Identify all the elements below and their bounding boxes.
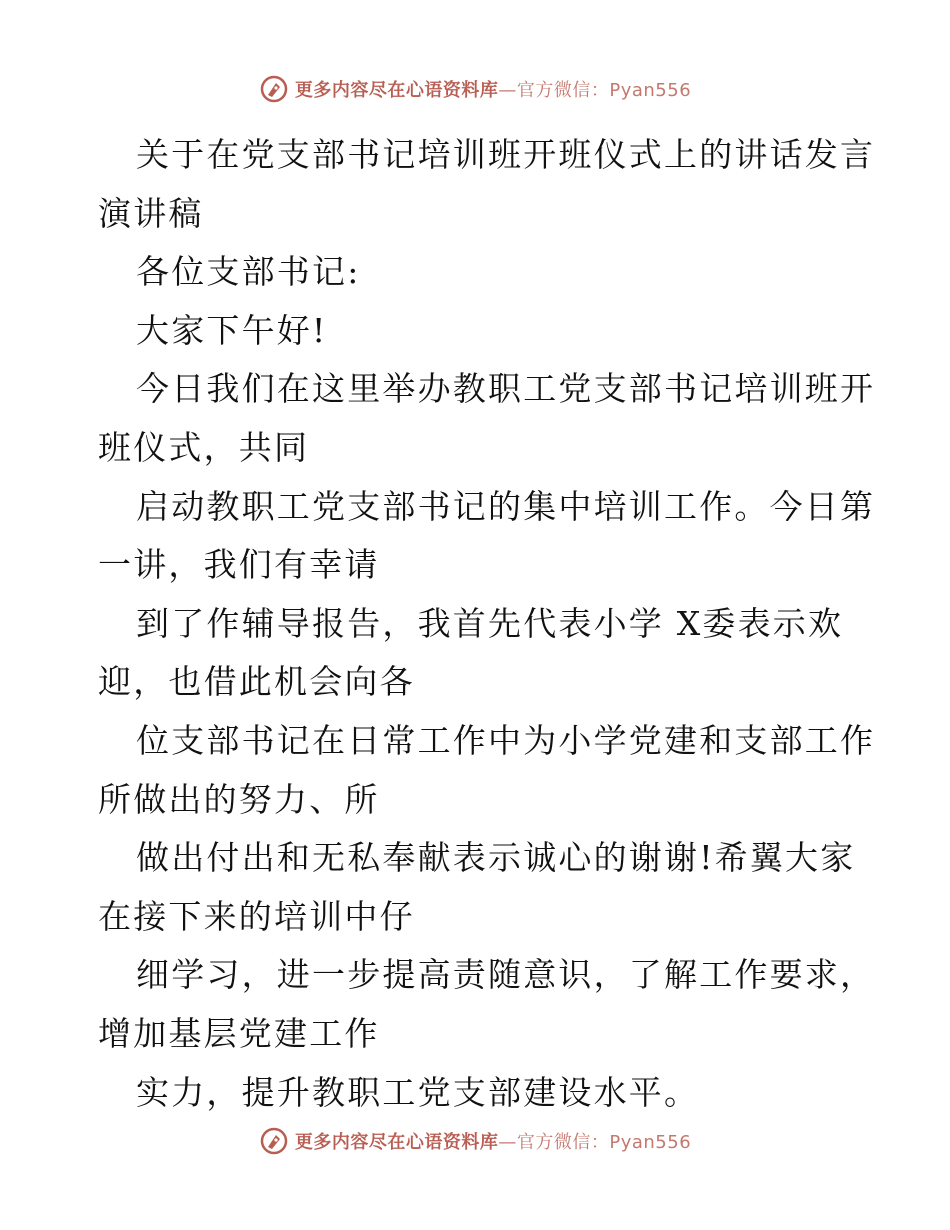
watermark-brand: 更多内容尽在心语资料库 (294, 80, 499, 101)
watermark-text (295, 76, 691, 102)
salutation: 各位支部书记: (136, 252, 361, 292)
greeting: 大家下午好! (136, 310, 328, 350)
body-line: 启动教职工党支部书记的集中培训工作。今日第 (136, 486, 876, 526)
body-line: 细学习，进一步提高责随意识，了解工作要求， (136, 955, 876, 995)
body-line: 班仪式，共同 (98, 427, 310, 467)
watermark-dash: — (498, 80, 517, 101)
body-line: 实力，提升教职工党支部建设水平。 (136, 1072, 700, 1112)
pen-nib-logo-icon (259, 1126, 289, 1156)
watermark-account-id: Pyan556 (609, 80, 692, 101)
body-line: 在接下来的培训中仔 (98, 896, 415, 936)
body-line: 所做出的努力、所 (98, 779, 380, 819)
title-line-1: 关于在党支部书记培训班开班仪式上的讲话发言 (136, 135, 876, 174)
body-line: 位支部书记在日常工作中为小学党建和支部工作 (136, 720, 876, 760)
pen-nib-logo-icon (259, 74, 289, 104)
body-line: 增加基层党建工作 (98, 1013, 380, 1053)
title-line-2: 演讲稿 (98, 193, 204, 233)
document-body (98, 126, 876, 1122)
watermark-dash: — (498, 1132, 517, 1153)
body-line: 到了作辅导报告，我首先代表小学 X委表示欢 (136, 603, 844, 643)
body-line: 一讲，我们有幸请 (98, 545, 380, 585)
watermark-banner-bottom (0, 1124, 950, 1158)
body-line: 今日我们在这里举办教职工党支部书记培训班开 (136, 369, 876, 409)
watermark-banner-top (0, 72, 950, 106)
watermark-account-label: 官方微信： (516, 1132, 610, 1153)
watermark-brand: 更多内容尽在心语资料库 (294, 1132, 499, 1153)
body-line: 做出付出和无私奉献表示诚心的谢谢!希翼大家 (136, 838, 856, 878)
watermark-account-label: 官方微信： (516, 80, 610, 101)
watermark-account-id: Pyan556 (609, 1132, 692, 1153)
watermark-text (295, 1128, 691, 1154)
body-line: 迎，也借此机会向各 (98, 662, 415, 702)
